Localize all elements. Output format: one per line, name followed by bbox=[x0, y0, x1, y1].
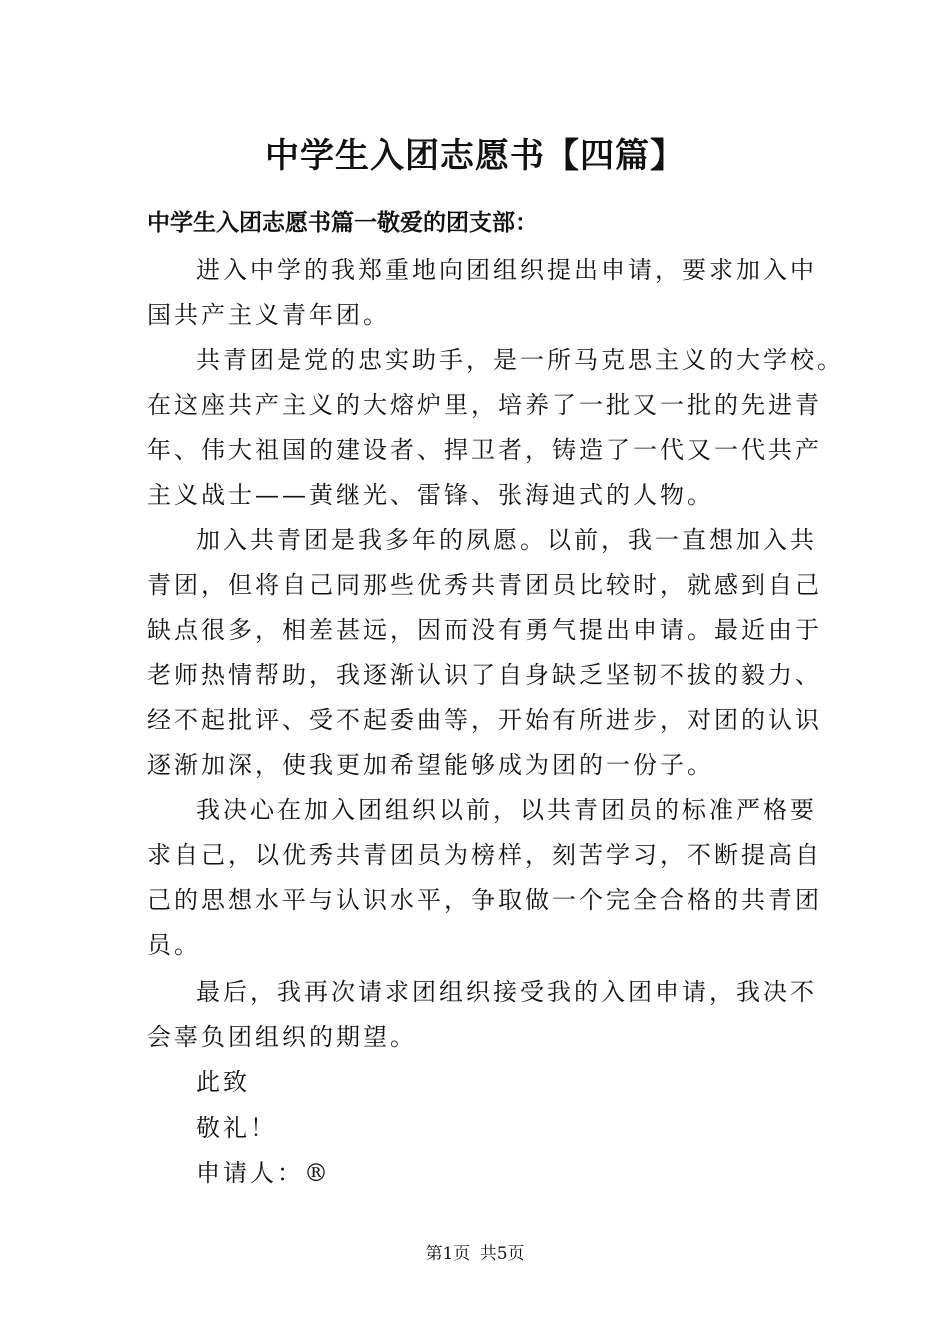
body-line: 会辜负团组织的期望。 bbox=[147, 1023, 417, 1051]
body-line: 在这座共产主义的大熔炉里，培养了一批又一批的先进青 bbox=[147, 391, 822, 419]
body-line: 己的思想水平与认识水平，争取做一个完全合格的共青团 bbox=[147, 886, 822, 914]
page-footer bbox=[0, 1240, 950, 1268]
document-title: 中学生入团志愿书【四篇】 bbox=[265, 136, 685, 176]
body-line: 最后，我再次请求团组织接受我的入团申请，我决不 bbox=[196, 978, 817, 1006]
body-line: 进入中学的我郑重地向团组织提出申请，要求加入中 bbox=[196, 256, 817, 284]
body-line: 缺点很多，相差甚远，因而没有勇气提出申请。最近由于 bbox=[147, 616, 822, 644]
body-line: 老师热情帮助，我逐渐认识了自身缺乏坚韧不拔的毅力、 bbox=[147, 661, 822, 689]
page-number: 第1页 bbox=[425, 1244, 471, 1264]
body-line: 年、伟大祖国的建设者、捍卫者，铸造了一代又一代共产 bbox=[147, 436, 822, 464]
closing-line: 此致 bbox=[196, 1068, 250, 1096]
body-line: 求自己，以优秀共青团员为榜样，刻苦学习，不断提高自 bbox=[147, 841, 822, 869]
body-line: 加入共青团是我多年的夙愿。以前，我一直想加入共 bbox=[196, 526, 817, 554]
body-line: 共青团是党的忠实助手，是一所马克思主义的大学校。 bbox=[196, 346, 844, 374]
page-total: 共5页 bbox=[479, 1244, 525, 1264]
document-subtitle: 中学生入团志愿书篇一敬爱的团支部： bbox=[147, 209, 538, 236]
body-line: 国共产主义青年团。 bbox=[147, 301, 390, 329]
body-line: 我决心在加入团组织以前，以共青团员的标准严格要 bbox=[196, 796, 817, 824]
body-line: 逐渐加深，使我更加希望能够成为团的一份子。 bbox=[147, 751, 714, 779]
body-line: 员。 bbox=[147, 931, 201, 959]
body-line: 主义战士——黄继光、雷锋、张海迪式的人物。 bbox=[147, 481, 714, 509]
applicant-line: 申请人：® bbox=[196, 1159, 331, 1187]
body-line: 青团，但将自己同那些优秀共青团员比较时，就感到自己 bbox=[147, 571, 822, 599]
body-line: 经不起批评、受不起委曲等，开始有所进步，对团的认识 bbox=[147, 706, 822, 734]
salutation-line: 敬礼！ bbox=[196, 1114, 277, 1142]
